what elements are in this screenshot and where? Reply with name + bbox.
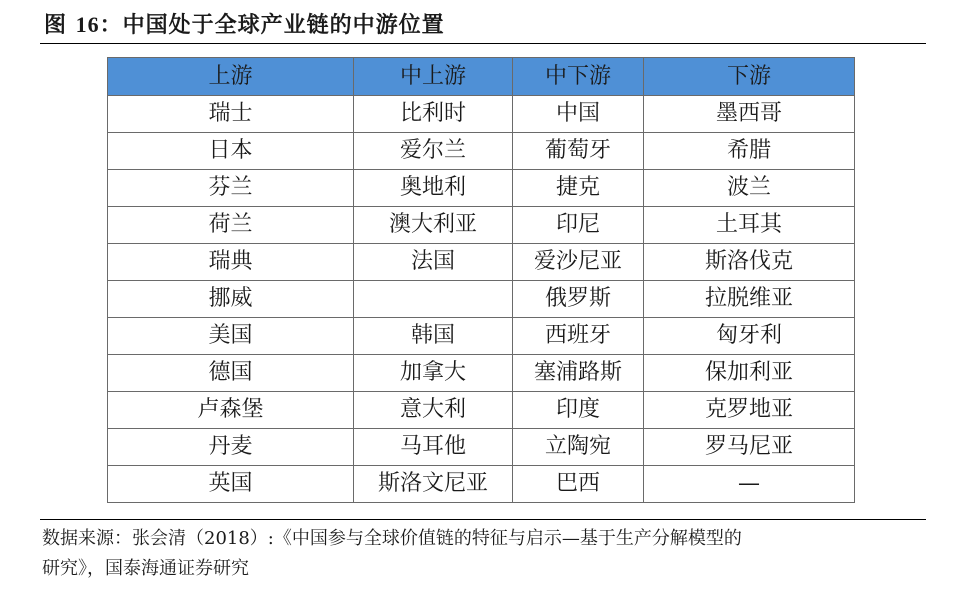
table-cell: 中国: [513, 96, 644, 133]
table-cell: 捷克: [513, 170, 644, 207]
table-cell: 印度: [513, 392, 644, 429]
table-cell: 澳大利亚: [354, 207, 513, 244]
table-row: [108, 207, 855, 244]
table-cell: —: [644, 466, 855, 503]
value-chain-table: [107, 57, 855, 503]
table-header-row: [108, 58, 855, 96]
table-cell: 奥地利: [354, 170, 513, 207]
table-cell: 意大利: [354, 392, 513, 429]
table-cell: 立陶宛: [513, 429, 644, 466]
table-cell: 日本: [108, 133, 354, 170]
table-cell: 比利时: [354, 96, 513, 133]
table-row: [108, 318, 855, 355]
figure-caption: ：中国处于全球产业链的中游位置: [99, 12, 445, 38]
figure-title: [44, 8, 445, 39]
table-cell: 波兰: [644, 170, 855, 207]
table-cell: 俄罗斯: [513, 281, 644, 318]
table-cell: 土耳其: [644, 207, 855, 244]
table-cell: 丹麦: [108, 429, 354, 466]
header-upstream: 上游: [108, 58, 354, 96]
header-downstream: 下游: [644, 58, 855, 96]
source-note: [42, 524, 928, 584]
header-upper-midstream: 中上游: [354, 58, 513, 96]
table-cell: 加拿大: [354, 355, 513, 392]
table-cell: 美国: [108, 318, 354, 355]
table-cell: 荷兰: [108, 207, 354, 244]
table-row: [108, 355, 855, 392]
table-row: [108, 244, 855, 281]
table-cell: 韩国: [354, 318, 513, 355]
figure-number: 16: [75, 12, 100, 37]
table-cell: 墨西哥: [644, 96, 855, 133]
table-cell: 瑞士: [108, 96, 354, 133]
table-cell: 芬兰: [108, 170, 354, 207]
table-cell: 葡萄牙: [513, 133, 644, 170]
table-row: [108, 466, 855, 503]
table-cell: 希腊: [644, 133, 855, 170]
source-rule: [40, 519, 926, 520]
table-cell: 印尼: [513, 207, 644, 244]
table-cell: 挪威: [108, 281, 354, 318]
table-row: [108, 392, 855, 429]
table-cell: 法国: [354, 244, 513, 281]
title-rule: [40, 43, 926, 44]
source-line-2: 研究》，国泰海通证券研究: [42, 558, 249, 579]
table-row: [108, 429, 855, 466]
table-cell: [354, 281, 513, 318]
table-cell: 拉脱维亚: [644, 281, 855, 318]
table-cell: 瑞典: [108, 244, 354, 281]
source-line-1: 数据来源：张会清（2018）:《中国参与全球价值链的特征与启示—基于生产分解模型的: [42, 528, 742, 549]
table-cell: 西班牙: [513, 318, 644, 355]
table-cell: 德国: [108, 355, 354, 392]
table-cell: 保加利亚: [644, 355, 855, 392]
table-cell: 匈牙利: [644, 318, 855, 355]
table-row: [108, 170, 855, 207]
table-row: [108, 96, 855, 133]
figure-label: 图: [44, 12, 76, 38]
header-lower-midstream: 中下游: [513, 58, 644, 96]
table-cell: 爱尔兰: [354, 133, 513, 170]
table-cell: 克罗地亚: [644, 392, 855, 429]
table-cell: 斯洛伐克: [644, 244, 855, 281]
table-cell: 罗马尼亚: [644, 429, 855, 466]
table-row: [108, 281, 855, 318]
table-cell: 马耳他: [354, 429, 513, 466]
table-cell: 英国: [108, 466, 354, 503]
table-cell: 爱沙尼亚: [513, 244, 644, 281]
table-cell: 卢森堡: [108, 392, 354, 429]
table-cell: 巴西: [513, 466, 644, 503]
table-row: [108, 133, 855, 170]
table-cell: 斯洛文尼亚: [354, 466, 513, 503]
table-cell: 塞浦路斯: [513, 355, 644, 392]
